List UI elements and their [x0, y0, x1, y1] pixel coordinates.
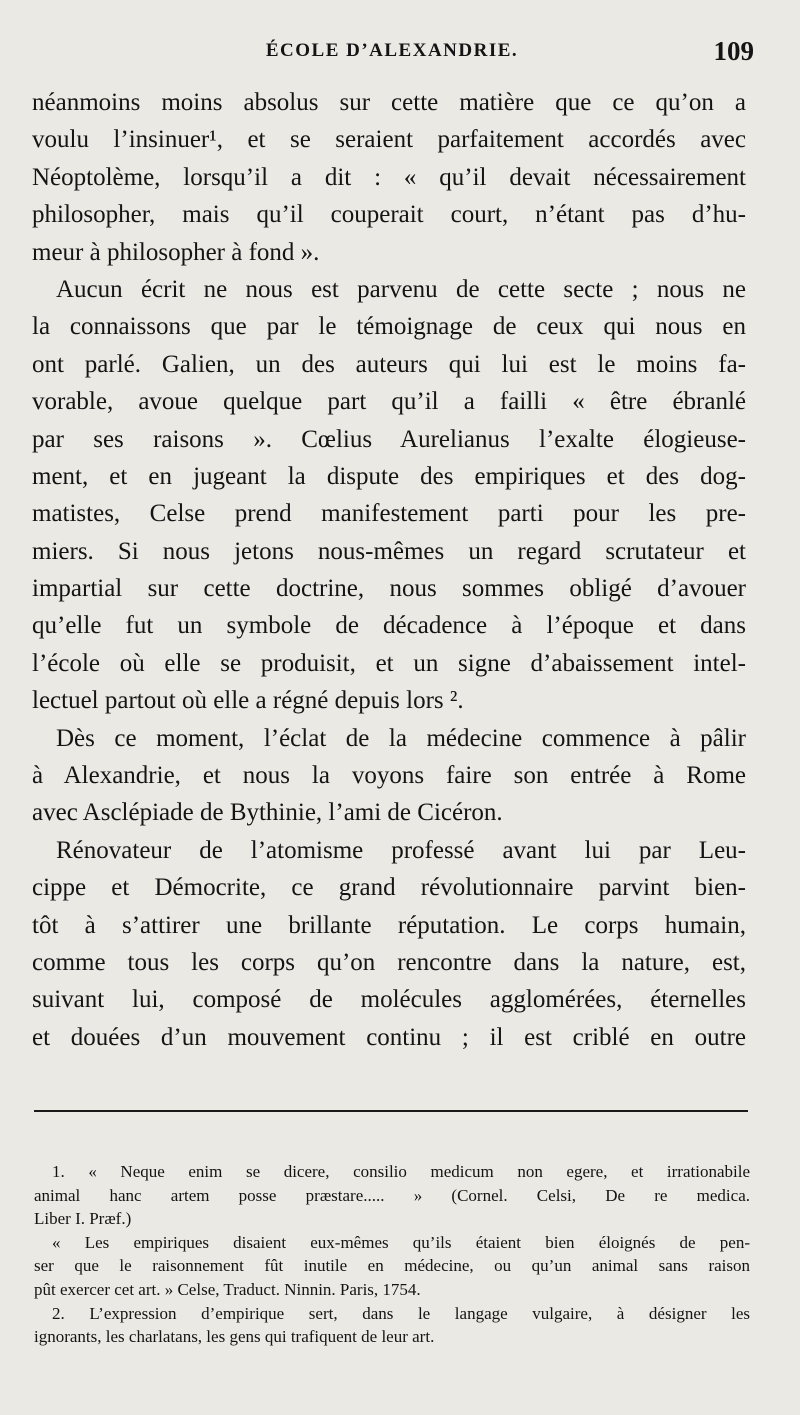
text-line: néanmoins moins absolus sur cette matière que ce qu’on a: [32, 89, 746, 116]
footnote-line: ignorants, les charlatans, les gens qui trafiquent de leur art.: [34, 1327, 435, 1347]
text-line: voulu l’insinuer¹, et se seraient parfaitement accordés avec: [32, 126, 746, 154]
text-line: Aucun écrit ne nous est parvenu de cette secte ; nous ne: [56, 275, 746, 303]
footnote-line: « Les empiriques disaient eux-mêmes qu’ils étaient bien éloignés de pen-: [52, 1232, 750, 1252]
text-line: vorable, avoue quelque part qu’il a failli « être ébranlé: [32, 388, 746, 416]
text-line: ont parlé. Galien, un des auteurs qui lui est le moins fa-: [32, 350, 746, 378]
text-line: à Alexandrie, et nous la voyons faire son entrée à Rome: [32, 762, 746, 790]
footnote-line: animal hanc artem posse præstare..... » (Cornel. Celsi, De re medica.: [34, 1185, 750, 1205]
footnote-line: Liber I. Præf.): [34, 1209, 132, 1229]
text-line: lectuel partout où elle a régné depuis lors ².: [32, 687, 464, 715]
text-line: miers. Si nous jetons nous-mêmes un regard scrutateur et: [32, 537, 746, 565]
footnote-rule: [34, 1110, 748, 1112]
text-line: ment, et en jugeant la dispute des empiriques et des dog-: [32, 462, 746, 490]
text-line: philosopher, mais qu’il couperait court, n’étant pas d’hu-: [32, 201, 746, 229]
footnote-line: 1. « Neque enim se dicere, consilio medicum non egere, et irrationabile: [52, 1162, 750, 1181]
text-line: tôt à s’attirer une brillante réputation. Le corps humain,: [32, 911, 746, 939]
text-line: Néoptolème, lorsqu’il a dit : « qu’il devait nécessairement: [32, 163, 746, 191]
page-number: 109: [713, 36, 754, 66]
footnote-line: ser que le raisonnement fût inutile en médecine, ou qu’un animal sans raison: [34, 1256, 750, 1276]
text-line: cippe et Démocrite, ce grand révolutionnaire parvint bien-: [32, 874, 746, 902]
text-line: l’école où elle se produisit, et un signe d’abaissement intel-: [32, 649, 746, 677]
body-text: [32, 84, 746, 1056]
footnotes: [34, 1160, 750, 1349]
text-line: avec Asclépiade de Bythinie, l’ami de Cicéron.: [32, 799, 503, 827]
text-line: la connaissons que par le témoignage de ceux qui nous en: [32, 313, 746, 341]
running-title: ÉCOLE D’ALEXANDRIE.: [265, 40, 519, 61]
text-line: comme tous les corps qu’on rencontre dans la nature, est,: [32, 948, 746, 976]
page-header: [30, 36, 754, 68]
text-line: suivant lui, composé de molécules agglomérées, éternelles: [32, 986, 746, 1014]
text-line: Rénovateur de l’atomisme professé avant lui par Leu-: [56, 836, 746, 864]
footnote-line: pût exercer cet art. » Celse, Traduct. Ninnin. Paris, 1754.: [34, 1279, 421, 1299]
text-line: Dès ce moment, l’éclat de la médecine commence à pâlir: [56, 724, 746, 752]
text-line: par ses raisons ». Cœlius Aurelianus l’exalte élogieuse-: [32, 425, 746, 453]
text-line: matistes, Celse prend manifestement parti pour les pre-: [32, 500, 746, 528]
text-line: meur à philosopher à fond ».: [32, 238, 320, 266]
text-line: qu’elle fut un symbole de décadence à l’époque et dans: [32, 612, 746, 640]
text-line: impartial sur cette doctrine, nous sommes obligé d’avouer: [32, 575, 746, 603]
footnote-line: 2. L’expression d’empirique sert, dans le langage vulgaire, à désigner les: [52, 1303, 750, 1323]
text-line: et douées d’un mouvement continu ; il est criblé en outre: [32, 1023, 746, 1051]
